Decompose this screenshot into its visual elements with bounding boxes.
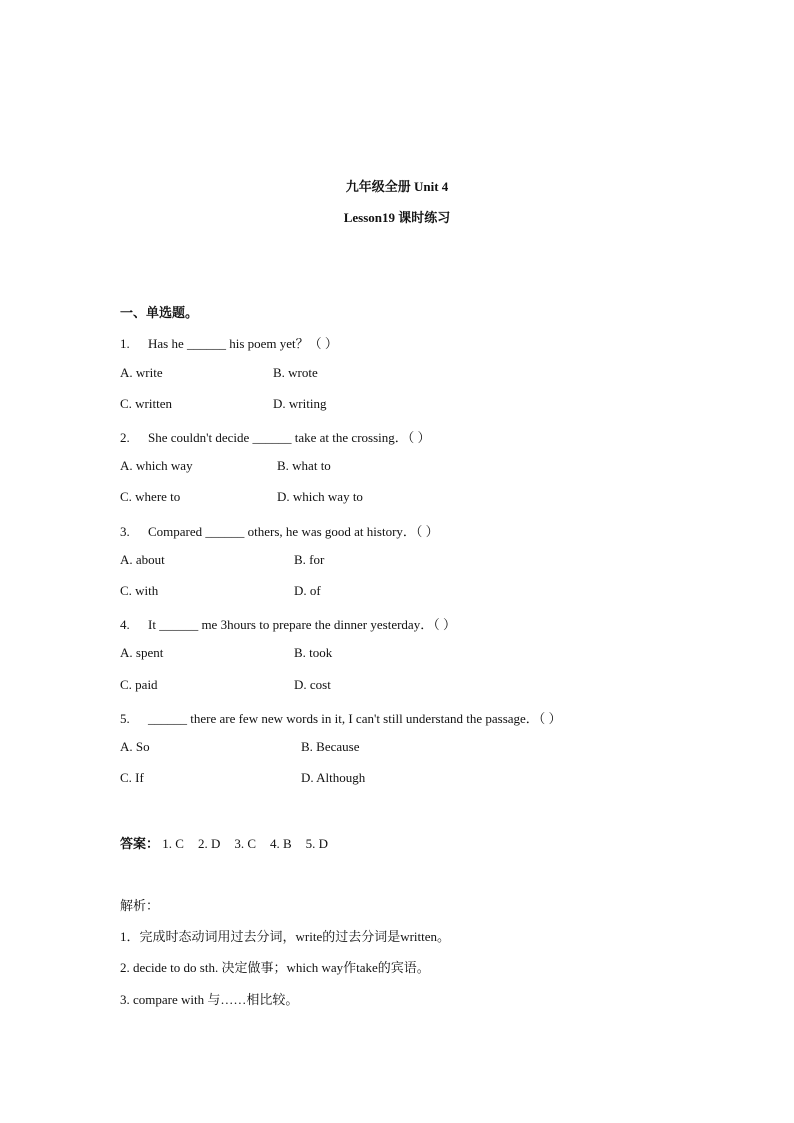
option-a: A. which way xyxy=(120,458,193,473)
question-3 xyxy=(120,521,439,540)
question-text: Compared ______ others, he was good at history．（ ） xyxy=(148,524,439,539)
document-title: 九年级全册 Unit 4 xyxy=(345,179,449,194)
question-number: 4. xyxy=(120,617,130,632)
option-c: C. paid xyxy=(120,677,158,692)
question-2 xyxy=(120,427,431,446)
question-1 xyxy=(120,333,338,352)
option-d: D. Although xyxy=(301,770,366,785)
question-number: 1. xyxy=(120,336,130,351)
answer-label: 答案： xyxy=(120,836,160,851)
question-text: It ______ me 3hours to prepare the dinner yesterday．（ ） xyxy=(148,617,456,632)
option-a: A. about xyxy=(120,552,165,567)
answer-item: 3. C xyxy=(234,836,256,851)
question-text: Has he ______ his poem yet？（ ） xyxy=(148,336,338,351)
analysis-line-1: 1．完成时态动词用过去分词，write的过去分词是written。 xyxy=(120,929,451,944)
question-number: 3. xyxy=(120,524,130,539)
answer-item: 5. D xyxy=(305,836,329,851)
document-subtitle: Lesson19 课时练习 xyxy=(343,210,451,225)
analysis-line-2: 2. decide to do sth. 决定做事；which way作take的宾语。 xyxy=(120,960,430,975)
option-d: D. writing xyxy=(273,396,327,411)
option-b: B. what to xyxy=(277,458,331,473)
question-5 xyxy=(120,708,562,727)
option-d: D. which way to xyxy=(277,489,363,504)
option-c: C. If xyxy=(120,770,144,785)
option-a: A. So xyxy=(120,739,150,754)
question-4 xyxy=(120,614,456,633)
option-b: B. Because xyxy=(301,739,360,754)
answer-item: 2. D xyxy=(197,836,221,851)
question-text: She couldn't decide ______ take at the crossing．（ ） xyxy=(148,430,431,445)
answer-item: 1. C xyxy=(162,836,184,851)
question-text: ______ there are few new words in it, I can't still understand the passage．（ ） xyxy=(148,711,562,726)
option-a: A. write xyxy=(120,365,163,380)
option-c: C. where to xyxy=(120,489,181,504)
option-c: C. written xyxy=(120,396,172,411)
option-b: B. wrote xyxy=(273,365,318,380)
option-a: A. spent xyxy=(120,645,164,660)
option-d: D. cost xyxy=(294,677,331,692)
question-number: 2. xyxy=(120,430,130,445)
answer-item: 4. B xyxy=(270,836,292,851)
option-c: C. with xyxy=(120,583,159,598)
answer-key xyxy=(120,833,342,852)
question-number: 5. xyxy=(120,711,130,726)
option-b: B. took xyxy=(294,645,333,660)
answer-items xyxy=(162,836,342,851)
option-d: D. of xyxy=(294,583,321,598)
analysis-label: 解析： xyxy=(120,898,160,913)
analysis-line-3: 3. compare with 与……相比较。 xyxy=(120,992,299,1007)
section-heading: 一、单选题。 xyxy=(120,305,199,320)
option-b: B. for xyxy=(294,552,325,567)
